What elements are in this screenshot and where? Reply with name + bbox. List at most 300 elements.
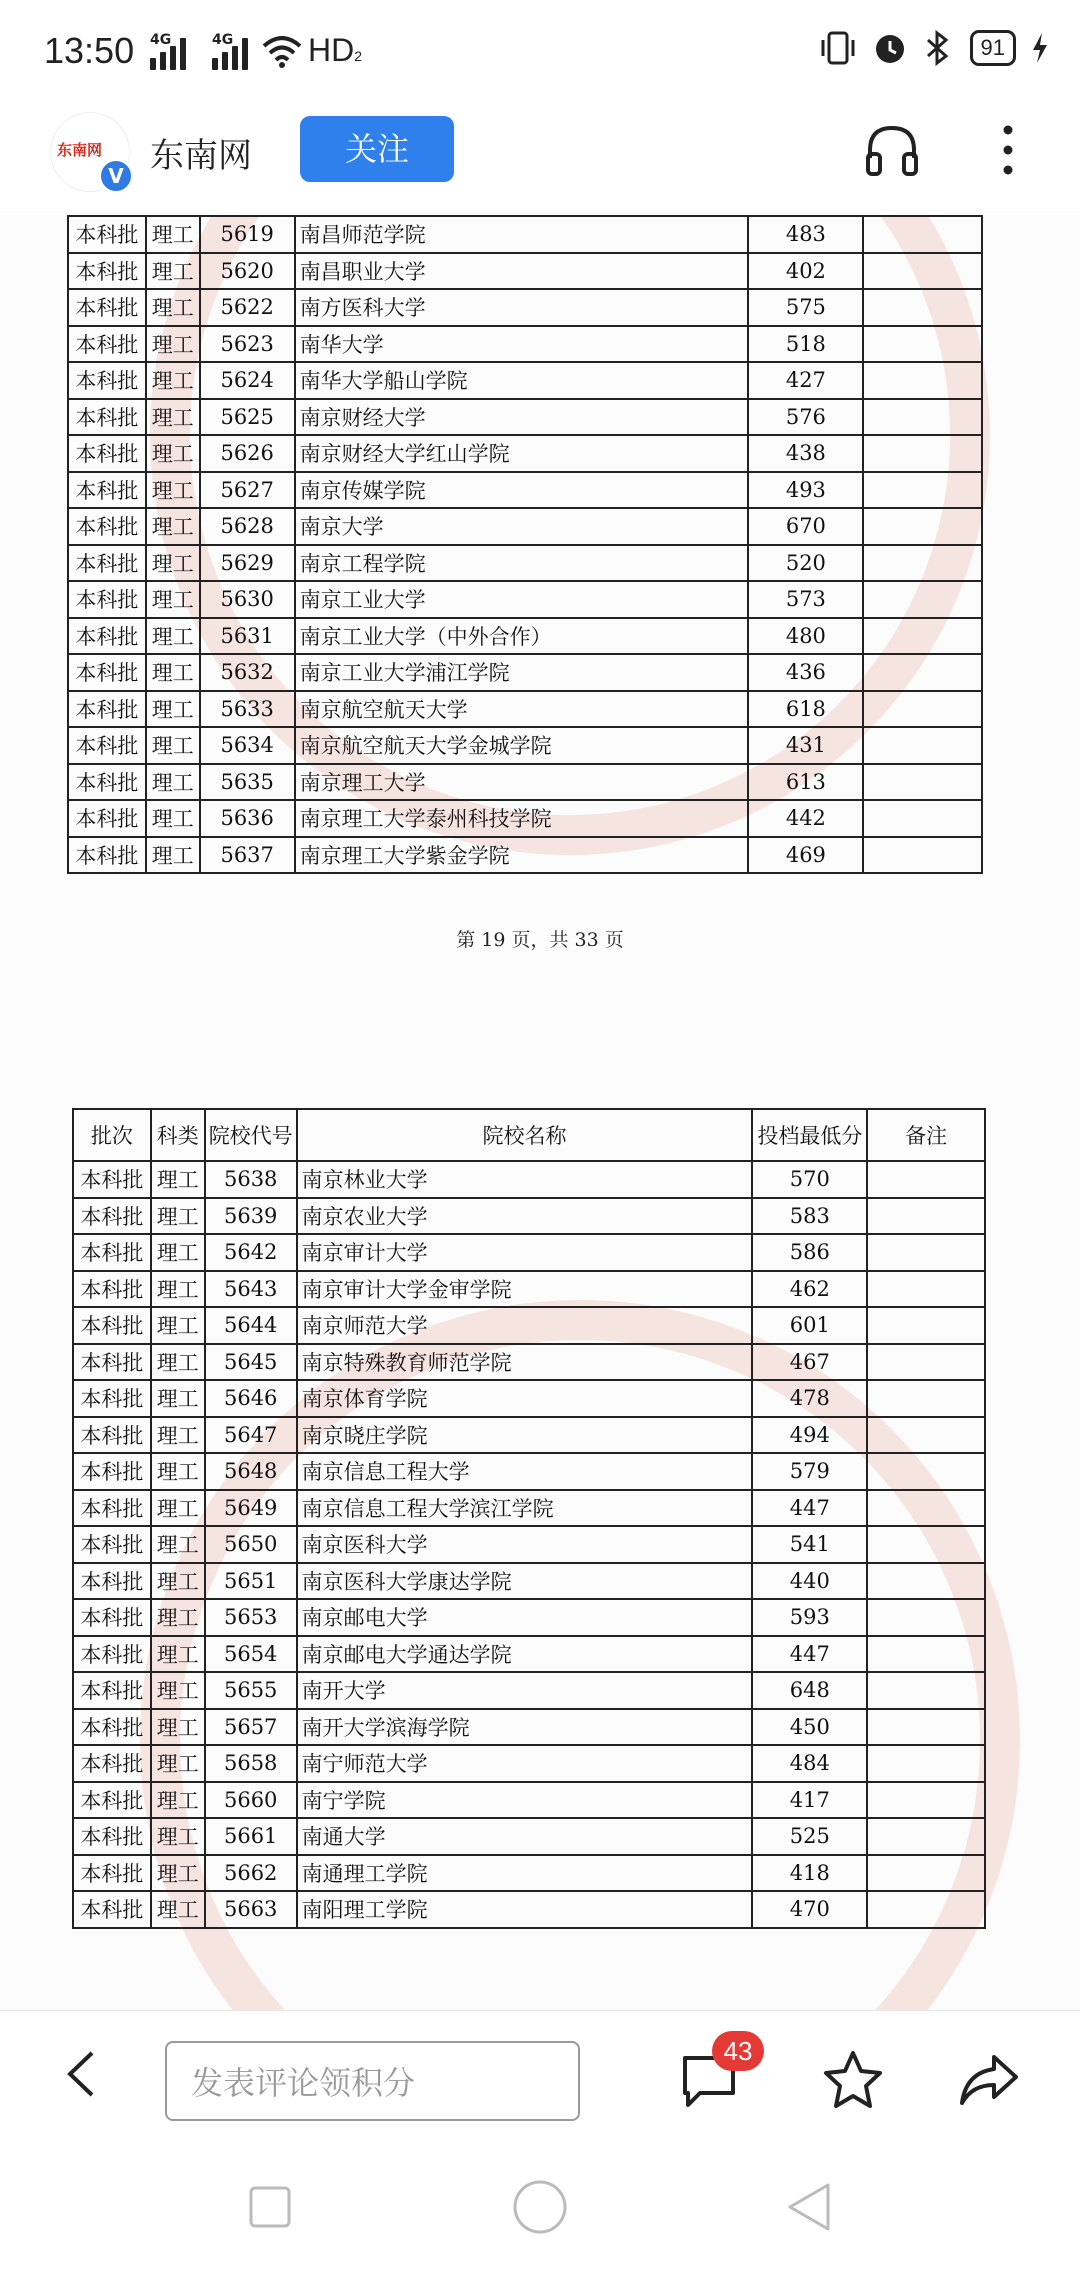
school-name-cell: 南京财经大学 xyxy=(295,399,749,436)
school-code-cell: 5661 xyxy=(205,1818,297,1855)
min-score-cell: 579 xyxy=(752,1453,867,1490)
school-code-cell: 5636 xyxy=(200,800,295,837)
remark-cell xyxy=(867,1636,985,1673)
category-cell: 理工 xyxy=(151,1818,205,1855)
source-name[interactable]: 东南网 xyxy=(150,136,252,176)
category-cell: 理工 xyxy=(146,764,200,801)
school-name-cell: 南京理工大学 xyxy=(295,764,749,801)
school-code-cell: 5635 xyxy=(200,764,295,801)
min-score-cell: 618 xyxy=(748,691,863,728)
school-code-cell: 5619 xyxy=(200,216,295,253)
category-cell: 理工 xyxy=(146,618,200,655)
school-code-cell: 5653 xyxy=(205,1599,297,1636)
table-row xyxy=(73,1271,985,1308)
category-cell: 理工 xyxy=(146,399,200,436)
cellular-signal-icon: 4G xyxy=(150,34,186,70)
min-score-cell: 402 xyxy=(748,253,863,290)
table-row xyxy=(73,1161,985,1198)
remark-cell xyxy=(867,1417,985,1454)
follow-button[interactable]: 关注 xyxy=(300,116,454,182)
table-row xyxy=(68,472,982,509)
header-cell: 批次 xyxy=(73,1109,151,1161)
category-cell: 理工 xyxy=(151,1490,205,1527)
batch-cell: 本科批 xyxy=(73,1271,151,1308)
category-cell: 理工 xyxy=(151,1855,205,1892)
school-code-cell: 5649 xyxy=(205,1490,297,1527)
remark-cell xyxy=(867,1453,985,1490)
category-cell: 理工 xyxy=(146,289,200,326)
table-row xyxy=(68,800,982,837)
batch-cell: 本科批 xyxy=(73,1563,151,1600)
min-score-cell: 480 xyxy=(748,618,863,655)
batch-cell: 本科批 xyxy=(68,691,146,728)
remark-cell xyxy=(863,618,982,655)
min-score-cell: 462 xyxy=(752,1271,867,1308)
batch-cell: 本科批 xyxy=(73,1636,151,1673)
min-score-cell: 575 xyxy=(748,289,863,326)
remark-cell xyxy=(863,216,982,253)
category-cell: 理工 xyxy=(151,1709,205,1746)
hd-indicator: HD2 xyxy=(308,32,363,68)
min-score-cell: 518 xyxy=(748,326,863,363)
school-name-cell: 南京邮电大学 xyxy=(297,1599,753,1636)
school-name-cell: 南京审计大学金审学院 xyxy=(297,1271,753,1308)
batch-cell: 本科批 xyxy=(68,654,146,691)
remark-cell xyxy=(863,654,982,691)
category-cell: 理工 xyxy=(151,1307,205,1344)
school-name-cell: 南华大学 xyxy=(295,326,749,363)
min-score-cell: 436 xyxy=(748,654,863,691)
batch-cell: 本科批 xyxy=(68,472,146,509)
table-row xyxy=(73,1417,985,1454)
table-row xyxy=(73,1745,985,1782)
table-row xyxy=(68,545,982,582)
school-code-cell: 5663 xyxy=(205,1891,297,1928)
min-score-cell: 470 xyxy=(752,1891,867,1928)
school-name-cell: 南宁师范大学 xyxy=(297,1745,753,1782)
min-score-cell: 525 xyxy=(752,1818,867,1855)
school-code-cell: 5645 xyxy=(205,1344,297,1381)
logo-text: 东南网 xyxy=(57,141,103,159)
table-row xyxy=(73,1855,985,1892)
category-cell: 理工 xyxy=(151,1782,205,1819)
school-code-cell: 5657 xyxy=(205,1709,297,1746)
batch-cell: 本科批 xyxy=(73,1307,151,1344)
school-name-cell: 南京体育学院 xyxy=(297,1380,753,1417)
table-row xyxy=(73,1709,985,1746)
table-row xyxy=(73,1636,985,1673)
charging-icon xyxy=(1030,31,1050,65)
school-name-cell: 南京农业大学 xyxy=(297,1198,753,1235)
category-cell: 理工 xyxy=(151,1417,205,1454)
batch-cell: 本科批 xyxy=(73,1344,151,1381)
comment-count-badge: 43 xyxy=(712,2031,764,2071)
batch-cell: 本科批 xyxy=(73,1453,151,1490)
category-cell: 理工 xyxy=(146,435,200,472)
admission-table-page-19 xyxy=(67,215,983,874)
remark-cell xyxy=(867,1672,985,1709)
remark-cell xyxy=(863,253,982,290)
remark-cell xyxy=(867,1709,985,1746)
min-score-cell: 467 xyxy=(752,1344,867,1381)
min-score-cell: 484 xyxy=(752,1745,867,1782)
min-score-cell: 431 xyxy=(748,727,863,764)
batch-cell: 本科批 xyxy=(68,326,146,363)
table-row xyxy=(73,1672,985,1709)
recent-apps-icon[interactable] xyxy=(248,2185,292,2229)
table-header-row xyxy=(73,1109,985,1161)
min-score-cell: 576 xyxy=(748,399,863,436)
table-row xyxy=(68,362,982,399)
remark-cell xyxy=(867,1271,985,1308)
table-row xyxy=(68,727,982,764)
table-row xyxy=(68,216,982,253)
school-code-cell: 5633 xyxy=(200,691,295,728)
table-row xyxy=(68,289,982,326)
school-name-cell: 南京邮电大学通达学院 xyxy=(297,1636,753,1673)
remark-cell xyxy=(867,1380,985,1417)
system-navigation-bar xyxy=(0,2135,1080,2280)
school-name-cell: 南京工程学院 xyxy=(295,545,749,582)
category-cell: 理工 xyxy=(151,1271,205,1308)
school-code-cell: 5623 xyxy=(200,326,295,363)
remark-cell xyxy=(867,1526,985,1563)
school-name-cell: 南京林业大学 xyxy=(297,1161,753,1198)
school-code-cell: 5651 xyxy=(205,1563,297,1600)
document-page-20 xyxy=(0,1070,1080,2010)
wifi-icon xyxy=(262,36,302,68)
school-name-cell: 南京财经大学红山学院 xyxy=(295,435,749,472)
remark-cell xyxy=(867,1745,985,1782)
category-cell: 理工 xyxy=(146,362,200,399)
min-score-cell: 593 xyxy=(752,1599,867,1636)
remark-cell xyxy=(863,837,982,874)
remark-cell xyxy=(863,326,982,363)
min-score-cell: 447 xyxy=(752,1636,867,1673)
table-row xyxy=(73,1526,985,1563)
batch-cell: 本科批 xyxy=(73,1234,151,1271)
table-row xyxy=(68,837,982,874)
batch-cell: 本科批 xyxy=(73,1782,151,1819)
table-row xyxy=(68,618,982,655)
comment-input[interactable]: 发表评论领积分 xyxy=(165,2041,580,2121)
header-cell: 院校名称 xyxy=(297,1109,753,1161)
remark-cell xyxy=(867,1198,985,1235)
school-code-cell: 5625 xyxy=(200,399,295,436)
share-icon[interactable] xyxy=(958,2051,1020,2109)
remark-cell xyxy=(863,581,982,618)
category-cell: 理工 xyxy=(146,253,200,290)
category-cell: 理工 xyxy=(151,1599,205,1636)
school-name-cell: 南通大学 xyxy=(297,1818,753,1855)
school-name-cell: 南京审计大学 xyxy=(297,1234,753,1271)
school-name-cell: 南京信息工程大学滨江学院 xyxy=(297,1490,753,1527)
favorite-star-icon[interactable] xyxy=(822,2049,884,2111)
bluetooth-icon xyxy=(922,30,956,66)
school-name-cell: 南开大学 xyxy=(297,1672,753,1709)
table-row xyxy=(68,764,982,801)
school-name-cell: 南京航空航天大学 xyxy=(295,691,749,728)
remark-cell xyxy=(863,472,982,509)
school-code-cell: 5658 xyxy=(205,1745,297,1782)
batch-cell: 本科批 xyxy=(68,508,146,545)
min-score-cell: 570 xyxy=(752,1161,867,1198)
school-code-cell: 5631 xyxy=(200,618,295,655)
school-code-cell: 5654 xyxy=(205,1636,297,1673)
min-score-cell: 541 xyxy=(752,1526,867,1563)
batch-cell: 本科批 xyxy=(73,1526,151,1563)
category-cell: 理工 xyxy=(151,1891,205,1928)
batch-cell: 本科批 xyxy=(73,1855,151,1892)
school-code-cell: 5644 xyxy=(205,1307,297,1344)
school-name-cell: 南京工业大学（中外合作） xyxy=(295,618,749,655)
school-name-cell: 南京理工大学紫金学院 xyxy=(295,837,749,874)
table-row xyxy=(68,399,982,436)
min-score-cell: 520 xyxy=(748,545,863,582)
school-name-cell: 南阳理工学院 xyxy=(297,1891,753,1928)
batch-cell: 本科批 xyxy=(68,435,146,472)
category-cell: 理工 xyxy=(146,508,200,545)
min-score-cell: 450 xyxy=(752,1709,867,1746)
remark-cell xyxy=(863,800,982,837)
category-cell: 理工 xyxy=(146,800,200,837)
back-arrow-icon[interactable] xyxy=(62,2049,102,2099)
school-code-cell: 5648 xyxy=(205,1453,297,1490)
remark-cell xyxy=(867,1234,985,1271)
school-code-cell: 5622 xyxy=(200,289,295,326)
school-name-cell: 南开大学滨海学院 xyxy=(297,1709,753,1746)
school-name-cell: 南京医科大学康达学院 xyxy=(297,1563,753,1600)
remark-cell xyxy=(867,1563,985,1600)
school-code-cell: 5626 xyxy=(200,435,295,472)
min-score-cell: 494 xyxy=(752,1417,867,1454)
school-code-cell: 5624 xyxy=(200,362,295,399)
school-code-cell: 5650 xyxy=(205,1526,297,1563)
remark-cell xyxy=(863,289,982,326)
batch-cell: 本科批 xyxy=(73,1490,151,1527)
table-row xyxy=(73,1307,985,1344)
batch-cell: 本科批 xyxy=(68,727,146,764)
min-score-cell: 573 xyxy=(748,581,863,618)
min-score-cell: 601 xyxy=(752,1307,867,1344)
batch-cell: 本科批 xyxy=(73,1672,151,1709)
table-row xyxy=(73,1453,985,1490)
school-code-cell: 5647 xyxy=(205,1417,297,1454)
school-code-cell: 5662 xyxy=(205,1855,297,1892)
header-cell: 院校代号 xyxy=(205,1109,297,1161)
category-cell: 理工 xyxy=(146,545,200,582)
min-score-cell: 648 xyxy=(752,1672,867,1709)
status-time: 13:50 xyxy=(44,30,135,71)
admission-table-page-20 xyxy=(72,1108,986,1929)
min-score-cell: 427 xyxy=(748,362,863,399)
school-code-cell: 5628 xyxy=(200,508,295,545)
more-options-icon[interactable] xyxy=(996,120,1020,180)
school-name-cell: 南昌职业大学 xyxy=(295,253,749,290)
cellular-signal-2-icon: 4G xyxy=(212,34,248,70)
school-name-cell: 南京特殊教育师范学院 xyxy=(297,1344,753,1381)
batch-cell: 本科批 xyxy=(73,1745,151,1782)
min-score-cell: 438 xyxy=(748,435,863,472)
school-code-cell: 5620 xyxy=(200,253,295,290)
school-code-cell: 5629 xyxy=(200,545,295,582)
battery-icon: 91 xyxy=(970,30,1016,66)
table-row xyxy=(73,1818,985,1855)
category-cell: 理工 xyxy=(151,1380,205,1417)
headphones-icon[interactable] xyxy=(862,120,922,180)
school-code-cell: 5638 xyxy=(205,1161,297,1198)
nav-back-icon[interactable] xyxy=(784,2181,834,2233)
school-code-cell: 5655 xyxy=(205,1672,297,1709)
school-code-cell: 5634 xyxy=(200,727,295,764)
category-cell: 理工 xyxy=(151,1453,205,1490)
table-row xyxy=(68,691,982,728)
batch-cell: 本科批 xyxy=(68,216,146,253)
school-code-cell: 5627 xyxy=(200,472,295,509)
school-name-cell: 南京航空航天大学金城学院 xyxy=(295,727,749,764)
category-cell: 理工 xyxy=(146,837,200,874)
batch-cell: 本科批 xyxy=(68,362,146,399)
remark-cell xyxy=(863,764,982,801)
page-number: 第 19 页，共 33 页 xyxy=(456,929,624,951)
table-row xyxy=(73,1490,985,1527)
batch-cell: 本科批 xyxy=(73,1417,151,1454)
min-score-cell: 417 xyxy=(752,1782,867,1819)
batch-cell: 本科批 xyxy=(68,545,146,582)
min-score-cell: 493 xyxy=(748,472,863,509)
bottom-action-bar xyxy=(0,2010,1080,2136)
batch-cell: 本科批 xyxy=(68,581,146,618)
category-cell: 理工 xyxy=(151,1672,205,1709)
school-name-cell: 南昌师范学院 xyxy=(295,216,749,253)
min-score-cell: 583 xyxy=(752,1198,867,1235)
batch-cell: 本科批 xyxy=(68,289,146,326)
verified-badge-icon: V xyxy=(99,159,133,193)
min-score-cell: 478 xyxy=(752,1380,867,1417)
batch-cell: 本科批 xyxy=(73,1380,151,1417)
remark-cell xyxy=(867,1161,985,1198)
remark-cell xyxy=(867,1782,985,1819)
school-code-cell: 5639 xyxy=(205,1198,297,1235)
school-name-cell: 南宁学院 xyxy=(297,1782,753,1819)
batch-cell: 本科批 xyxy=(68,253,146,290)
header-cell: 备注 xyxy=(867,1109,985,1161)
table-row xyxy=(68,581,982,618)
table-row xyxy=(73,1782,985,1819)
table-row xyxy=(68,654,982,691)
batch-cell: 本科批 xyxy=(68,618,146,655)
remark-cell xyxy=(863,362,982,399)
school-name-cell: 南通理工学院 xyxy=(297,1855,753,1892)
table-row xyxy=(73,1599,985,1636)
category-cell: 理工 xyxy=(151,1563,205,1600)
batch-cell: 本科批 xyxy=(73,1198,151,1235)
school-code-cell: 5632 xyxy=(200,654,295,691)
remark-cell xyxy=(867,1855,985,1892)
school-name-cell: 南京医科大学 xyxy=(297,1526,753,1563)
category-cell: 理工 xyxy=(146,654,200,691)
category-cell: 理工 xyxy=(146,691,200,728)
table-row xyxy=(68,508,982,545)
school-name-cell: 南京工业大学浦江学院 xyxy=(295,654,749,691)
table-row xyxy=(73,1380,985,1417)
source-avatar[interactable] xyxy=(50,112,130,192)
school-name-cell: 南方医科大学 xyxy=(295,289,749,326)
min-score-cell: 483 xyxy=(748,216,863,253)
min-score-cell: 613 xyxy=(748,764,863,801)
batch-cell: 本科批 xyxy=(68,837,146,874)
category-cell: 理工 xyxy=(151,1745,205,1782)
status-icons xyxy=(818,30,1050,66)
min-score-cell: 469 xyxy=(748,837,863,874)
min-score-cell: 670 xyxy=(748,508,863,545)
table-row xyxy=(73,1563,985,1600)
category-cell: 理工 xyxy=(151,1161,205,1198)
category-cell: 理工 xyxy=(146,326,200,363)
remark-cell xyxy=(863,727,982,764)
category-cell: 理工 xyxy=(146,216,200,253)
table-row xyxy=(73,1344,985,1381)
home-icon[interactable] xyxy=(512,2179,568,2235)
min-score-cell: 447 xyxy=(752,1490,867,1527)
school-name-cell: 南京传媒学院 xyxy=(295,472,749,509)
header-cell: 投档最低分 xyxy=(752,1109,867,1161)
school-code-cell: 5660 xyxy=(205,1782,297,1819)
remark-cell xyxy=(863,508,982,545)
remark-cell xyxy=(863,691,982,728)
min-score-cell: 586 xyxy=(752,1234,867,1271)
header-cell: 科类 xyxy=(151,1109,205,1161)
table-row xyxy=(68,435,982,472)
category-cell: 理工 xyxy=(151,1234,205,1271)
remark-cell xyxy=(863,435,982,472)
table-row xyxy=(68,253,982,290)
remark-cell xyxy=(867,1344,985,1381)
category-cell: 理工 xyxy=(151,1526,205,1563)
table-row xyxy=(73,1234,985,1271)
category-cell: 理工 xyxy=(146,727,200,764)
school-name-cell: 南华大学船山学院 xyxy=(295,362,749,399)
batch-cell: 本科批 xyxy=(68,764,146,801)
table-row xyxy=(73,1198,985,1235)
school-code-cell: 5646 xyxy=(205,1380,297,1417)
min-score-cell: 442 xyxy=(748,800,863,837)
category-cell: 理工 xyxy=(146,472,200,509)
min-score-cell: 418 xyxy=(752,1855,867,1892)
batch-cell: 本科批 xyxy=(73,1599,151,1636)
remark-cell xyxy=(863,545,982,582)
document-page-19 xyxy=(0,215,1080,1070)
school-name-cell: 南京师范大学 xyxy=(297,1307,753,1344)
document-image[interactable] xyxy=(0,215,1080,2010)
remark-cell xyxy=(867,1599,985,1636)
batch-cell: 本科批 xyxy=(73,1161,151,1198)
batch-cell: 本科批 xyxy=(73,1818,151,1855)
batch-cell: 本科批 xyxy=(73,1709,151,1746)
remark-cell xyxy=(863,399,982,436)
school-code-cell: 5642 xyxy=(205,1234,297,1271)
school-code-cell: 5643 xyxy=(205,1271,297,1308)
school-name-cell: 南京理工大学泰州科技学院 xyxy=(295,800,749,837)
school-name-cell: 南京大学 xyxy=(295,508,749,545)
remark-cell xyxy=(867,1818,985,1855)
school-code-cell: 5637 xyxy=(200,837,295,874)
batch-cell: 本科批 xyxy=(68,399,146,436)
category-cell: 理工 xyxy=(151,1344,205,1381)
table-row xyxy=(68,326,982,363)
school-name-cell: 南京工业大学 xyxy=(295,581,749,618)
remark-cell xyxy=(867,1307,985,1344)
